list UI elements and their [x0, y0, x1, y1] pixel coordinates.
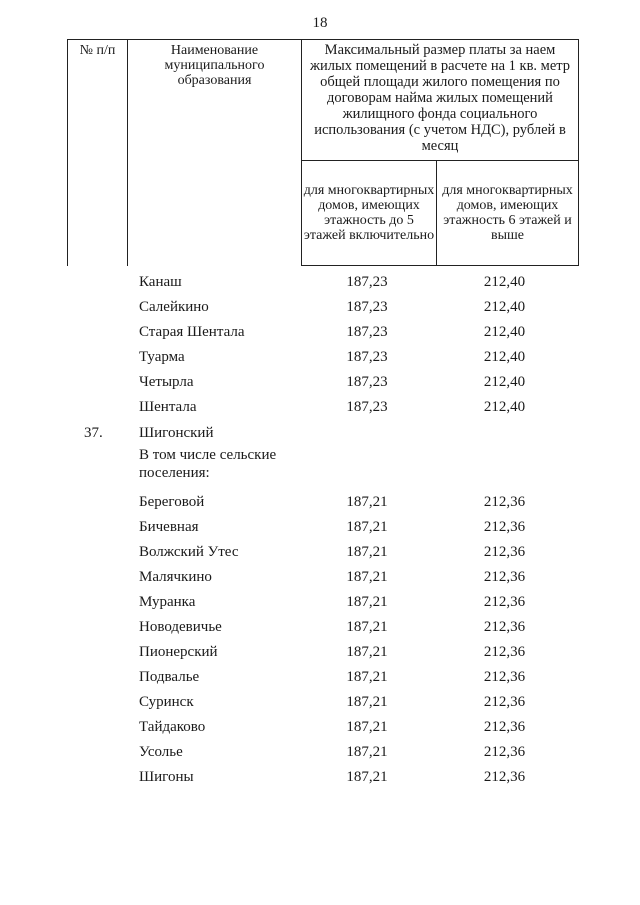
- table-row: [0, 492, 640, 512]
- value-6-floors-and-above: 212,36: [483, 619, 526, 635]
- value-up-to-5-floors: 187,21: [346, 744, 388, 760]
- value-6-floors-and-above: 212,40: [483, 374, 526, 390]
- table-header: [67, 39, 579, 266]
- district-sub-label: В том числе сельские поселения:: [139, 447, 277, 481]
- table-row: [0, 297, 640, 317]
- value-up-to-5-floors: 187,23: [346, 324, 388, 340]
- value-6-floors-and-above: 212,36: [483, 744, 526, 760]
- settlement-name: Шигоны: [139, 769, 194, 785]
- value-up-to-5-floors: 187,21: [346, 694, 388, 710]
- value-6-floors-and-above: 212,36: [483, 644, 526, 660]
- value-up-to-5-floors: 187,23: [346, 299, 388, 315]
- value-6-floors-and-above: 212,36: [483, 569, 526, 585]
- settlement-name: Подвалье: [139, 669, 200, 685]
- settlement-name: Салейкино: [139, 299, 209, 315]
- value-up-to-5-floors: 187,21: [346, 644, 388, 660]
- table-row: [0, 567, 640, 587]
- table-row: [0, 717, 640, 737]
- table-row: [0, 542, 640, 562]
- table-row: [0, 767, 640, 787]
- value-6-floors-and-above: 212,40: [483, 299, 526, 315]
- district-row: [0, 423, 640, 443]
- settlement-name: Малячкино: [139, 569, 212, 585]
- table-row: [0, 322, 640, 342]
- table-row: [0, 692, 640, 712]
- value-up-to-5-floors: 187,21: [346, 544, 388, 560]
- settlement-name: Тайдаково: [139, 719, 206, 735]
- value-up-to-5-floors: 187,21: [346, 594, 388, 610]
- table-row: [0, 617, 640, 637]
- settlement-name: Бичевная: [139, 519, 199, 535]
- value-6-floors-and-above: 212,36: [483, 769, 526, 785]
- value-6-floors-and-above: 212,36: [483, 719, 526, 735]
- district-name: Шигонский: [139, 425, 214, 441]
- settlement-name: Старая Шентала: [139, 324, 245, 340]
- table-row: [0, 592, 640, 612]
- settlement-name: Туарма: [139, 349, 185, 365]
- table-row: [0, 347, 640, 367]
- settlement-name: Усолье: [139, 744, 183, 760]
- page-number: 18: [312, 15, 328, 31]
- table-row: [0, 372, 640, 392]
- value-up-to-5-floors: 187,23: [346, 274, 388, 290]
- value-up-to-5-floors: 187,21: [346, 569, 388, 585]
- value-up-to-5-floors: 187,23: [346, 399, 388, 415]
- value-6-floors-and-above: 212,40: [483, 349, 526, 365]
- value-6-floors-and-above: 212,36: [483, 669, 526, 685]
- header-number-column: № п/п: [68, 40, 128, 266]
- value-up-to-5-floors: 187,21: [346, 669, 388, 685]
- table-row: [0, 642, 640, 662]
- value-6-floors-and-above: 212,36: [483, 694, 526, 710]
- table-row: [0, 517, 640, 537]
- value-up-to-5-floors: 187,21: [346, 769, 388, 785]
- settlement-name: Волжский Утес: [139, 544, 239, 560]
- table-row: [0, 742, 640, 762]
- value-up-to-5-floors: 187,21: [346, 619, 388, 635]
- settlement-name: Суринск: [139, 694, 194, 710]
- value-6-floors-and-above: 212,40: [483, 324, 526, 340]
- settlement-name: Береговой: [139, 494, 205, 510]
- settlement-name: Новодевичье: [139, 619, 222, 635]
- table-row: [0, 667, 640, 687]
- settlement-name: Канаш: [139, 274, 182, 290]
- value-up-to-5-floors: 187,21: [346, 719, 388, 735]
- value-up-to-5-floors: 187,23: [346, 349, 388, 365]
- value-6-floors-and-above: 212,36: [483, 544, 526, 560]
- value-6-floors-and-above: 212,36: [483, 519, 526, 535]
- value-6-floors-and-above: 212,40: [483, 274, 526, 290]
- value-6-floors-and-above: 212,36: [483, 494, 526, 510]
- value-up-to-5-floors: 187,21: [346, 519, 388, 535]
- table-row: [0, 397, 640, 417]
- header-up-to-5-floors: для многоквартирных домов, имеющих этажность до 5 этажей включительно: [302, 161, 437, 266]
- value-6-floors-and-above: 212,36: [483, 594, 526, 610]
- settlement-name: Пионерский: [139, 644, 218, 660]
- district-number: 37.: [84, 425, 103, 441]
- header-max-fee-column: Максимальный размер платы за наем жилых помещений в расчете на 1 кв. метр общей площади жилого помещения по договорам найма жилых помещений жилищного фонда социального использования (с учетом НДС), рублей в месяц: [302, 40, 579, 161]
- value-up-to-5-floors: 187,21: [346, 494, 388, 510]
- value-up-to-5-floors: 187,23: [346, 374, 388, 390]
- table-row: [0, 272, 640, 292]
- value-6-floors-and-above: 212,40: [483, 399, 526, 415]
- header-name-column: Наименование муниципального образования: [128, 40, 302, 266]
- settlement-name: Муранка: [139, 594, 196, 610]
- settlement-name: Четырла: [139, 374, 194, 390]
- settlement-name: Шентала: [139, 399, 197, 415]
- header-6-floors-and-above: для многоквартирных домов, имеющих этажность 6 этажей и выше: [437, 161, 579, 266]
